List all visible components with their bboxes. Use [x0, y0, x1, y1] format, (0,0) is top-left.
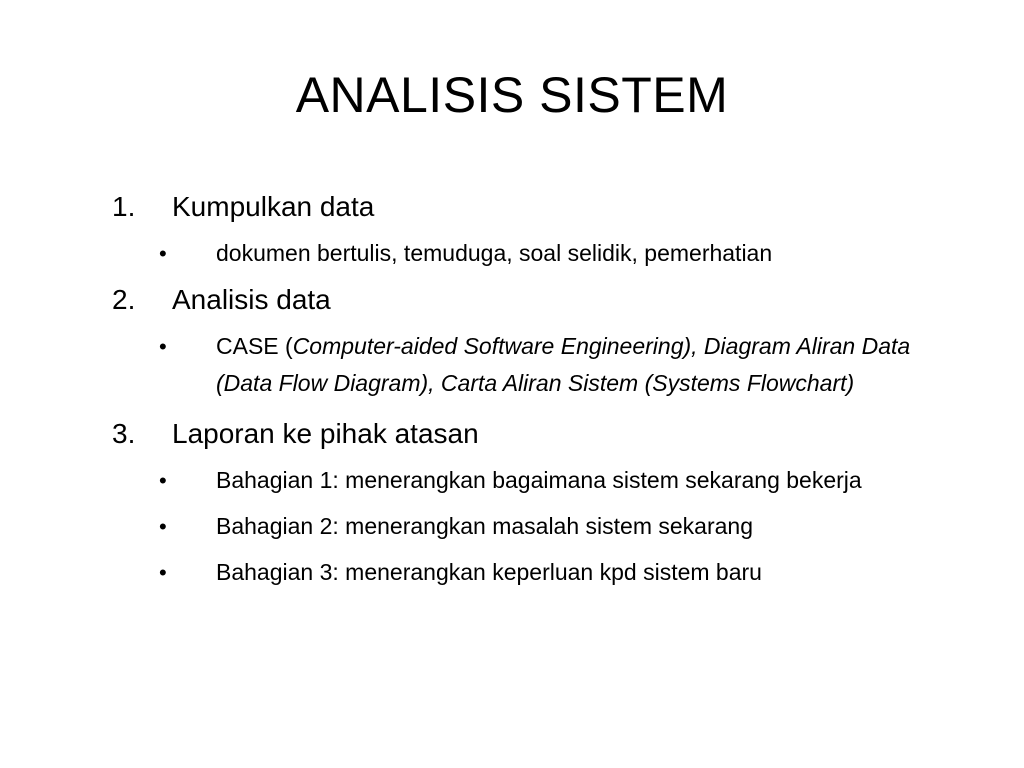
sub-list-item: [112, 508, 932, 545]
sub-list-text: Bahagian 3: menerangkan keperluan kpd sistem baru: [216, 559, 762, 585]
list-item-label: Laporan ke pihak atasan: [172, 418, 479, 449]
sub-list: [112, 328, 932, 402]
list-number: 3.: [112, 418, 136, 449]
sub-list-text: Bahagian 2: menerangkan masalah sistem sekarang: [216, 513, 753, 539]
sub-list-text: [216, 328, 932, 402]
sub-list: [112, 462, 932, 591]
bullet-icon: •: [159, 514, 167, 539]
list-item-3: [112, 415, 932, 591]
list-item-label: Analisis data: [172, 284, 331, 315]
list-number: 1.: [112, 191, 136, 222]
slide-title: ANALISIS SISTEM: [295, 67, 729, 123]
list-item-1: [112, 188, 932, 272]
slide-content: [112, 188, 932, 591]
sub-list-text-italic: Computer-aided Software Engineering), Diagram Aliran Data (Data Flow Diagram), Carta Aliran Sistem (Systems Flowchart): [216, 333, 911, 396]
sub-list-item: [112, 235, 932, 272]
bullet-icon: •: [159, 468, 167, 493]
sub-list-text: Bahagian 1: menerangkan bagaimana sistem sekarang bekerja: [216, 467, 862, 493]
list-item-label: Kumpulkan data: [172, 191, 375, 222]
sub-list-item: [112, 554, 932, 591]
sub-list-text: dokumen bertulis, temuduga, soal selidik, pemerhatian: [216, 240, 773, 266]
bullet-icon: •: [159, 560, 167, 585]
sub-list-text-prefix: CASE (: [216, 333, 293, 359]
sub-list-item: [112, 328, 932, 402]
bullet-icon: •: [159, 334, 167, 359]
list-item-2: [112, 281, 932, 402]
list-number: 2.: [112, 284, 136, 315]
sub-list-item: [112, 462, 932, 499]
sub-list: [112, 235, 932, 272]
bullet-icon: •: [159, 241, 167, 266]
